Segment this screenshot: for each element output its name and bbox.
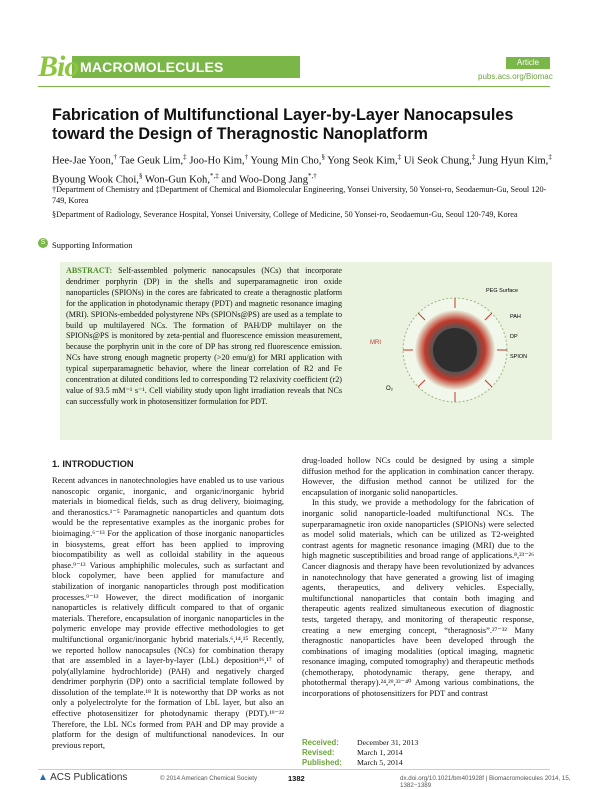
paragraph: In this study, we provide a methodology for the fabrication of inorganic solid nanoparticle-loaded multifunctional NCs. The superparamagnetic iron oxide nanoparticles (SPIONs) were selected as model solid materials, which can be utilized as T2-weighted contrast agents for magnetic resonance imaging (MRI) due to the high magnetic susceptibilities and broad range of applications.⁸,²³⁻²⁶ Cancer diagnosis and therapy have been revolutionized by advances in nanotechnology that have generated a growing list of imaging agents, therapeutics, and delivery vehicles. Especially, multifunctional nanoparticles that contain both imaging and therapeutic agents realized simultaneous execution of diagnostic tests, targeted therapy, and monitoring of therapeutic response, creating a new emerging concept, “theragnosis”.²⁷⁻³² Many theragnostic nanoparticles have been developed through the combinations of imaging modalities (optical imaging, magnetic resonance imaging, computed tomography) and therapeutic methods (chemotherapy, photodynamic therapy, gene therapy, and photothermal therapy).²⁴,²⁹,³³⁻⁴⁰ Among various combinations, the incorporations of photosensitizers for PDT and contrast	[302, 498, 534, 699]
author-affiliation-mark: §	[138, 171, 143, 180]
label-mri: MRI	[370, 340, 381, 346]
author-name: Byoung Wook Choi,	[52, 174, 139, 186]
date-received: Received: December 31, 2013	[302, 738, 419, 747]
author-name: Hee-Jae Yoon,	[52, 155, 114, 167]
copyright: © 2014 American Chemical Society	[160, 775, 258, 782]
label-spion: SPION	[510, 354, 528, 360]
author-name: Ui Seok Chung,	[403, 155, 472, 167]
abstract-label: ABSTRACT:	[66, 266, 113, 275]
journal-logo-bio: Bio	[38, 50, 79, 83]
author-affiliation-mark: †	[113, 153, 117, 161]
paragraph: Recent advances in nanotechnologies have enabled us to use various nanoscopic organic, inorganic, and organic/inorganic hybrid materials in biomedical fields, such as drug delivery, bioimaging, and theranostics.¹⁻⁵ Paramagnetic nanoparticles and quantum dots would be the representative examples as the inorganic probes for bioimaging.⁶⁻¹³ For the application of those inorganic nanoparticles in biosystems, great effort has been applied to improving biocompatibility as well as colloidal stability in the aqueous phase.⁹⁻¹³ Various amphiphilic molecules, such as surfactant and block copolymer, have been applied for manufacture and stabilization of inorganic nanoparticles through post modification processes.⁹⁻¹³ However, the direct modification of inorganic nanoparticles is relatively difficult compared to that of organic materials. Therefore, encapsulation of inorganic nanoparticles in the polymeric envelope may provide effective methodologies to get multifunctional organic/inorganic hybrid materials.⁶,¹⁴,¹⁵ Recently, we reported hollow nanocapsules (NCs) for combination therapy that are assembled in a layer-by-layer (LbL) deposition¹⁶,¹⁷ of poly(allylamine hydrochloride) (PAH) and negatively charged dendrimer porphyrin (DP) onto a sacrificial template followed by dissolution of the template.¹⁸ It is noteworthy that DP works as not only a polyelectrolyte for the formation of LbL layer, but also an effective photosensitizer for photodynamic therapy (PDT).¹⁹⁻²² Therefore, the LbL NCs formed from PAH and DP may provide a platform for the design of multifunctional nanodevices. In our previous report,	[52, 476, 284, 750]
author-name: Yong Seok Kim,	[327, 155, 398, 167]
author-affiliation-mark: *,†	[308, 171, 317, 180]
body-column-right	[302, 456, 534, 746]
page-number: 1382	[288, 774, 305, 783]
paper-title: Fabrication of Multifunctional Layer-by-Layer Nanocapsules toward the Design of Theragnostic Nanoplatform	[52, 106, 514, 143]
author-affiliation-mark: ‡	[471, 153, 476, 161]
author-affiliation-mark: ‡	[397, 153, 402, 161]
header-divider	[38, 86, 550, 87]
author-affiliation-mark: §	[321, 153, 325, 161]
body-column-left	[52, 476, 284, 751]
spion-core	[433, 328, 477, 372]
date-revised: Revised: March 1, 2014	[302, 748, 403, 757]
journal-url-link[interactable]: pubs.acs.org/Biomac	[478, 72, 553, 81]
journal-logo-name: MACROMOLECULES	[80, 59, 224, 75]
label-pah: PAH	[510, 314, 521, 320]
acs-icon: ▲	[38, 772, 48, 783]
affiliation-1: †Department of Chemistry and ‡Department of Chemical and Biomolecular Engineering, Yonsei University, 50 Yonsei-ro, Seodaemun-Gu, Seoul 120-749, Korea	[52, 185, 547, 206]
toc-graphic	[360, 278, 540, 418]
author-affiliation-mark: ‡	[548, 153, 552, 161]
author-name: Jung Hyun Kim,	[477, 155, 549, 167]
footer-divider	[38, 769, 550, 770]
author-name: Joo-Ho Kim,	[189, 155, 245, 167]
author-affiliation-mark: ‡	[183, 153, 187, 161]
author-name: and Woo-Dong Jang	[221, 174, 309, 186]
label-o2: O₂	[386, 386, 393, 392]
paragraph: drug-loaded hollow NCs could be designed by using a simple diffusion method for the application in combination cancer therapy. However, the diffusion method cannot be utilized for the encapsulation of inorganic solid nanoparticles.	[302, 456, 534, 497]
article-type-badge: Article	[506, 57, 550, 69]
author-name: Young Min Cho,	[250, 155, 322, 167]
author-affiliation-mark: †	[244, 153, 249, 161]
author-affiliation-mark: *,‡	[209, 171, 219, 180]
supporting-info-link[interactable]: Supporting Information	[52, 240, 133, 250]
acs-publications-logo	[38, 772, 127, 783]
author-name: Won-Gun Koh,	[144, 174, 210, 186]
section-heading-introduction: 1. INTRODUCTION	[52, 459, 134, 469]
author-name: Tae Geuk Lim,	[119, 155, 184, 167]
date-published: Published: March 5, 2014	[302, 758, 403, 767]
author-list	[52, 150, 552, 187]
label-peg: PEG Surface	[486, 288, 519, 294]
doi-citation[interactable]: dx.doi.org/10.1021/bm401928f | Biomacromolecules 2014, 15, 1382−1389	[400, 775, 571, 789]
label-dp: DP	[510, 334, 518, 340]
publisher-name: ACS Publications	[50, 772, 128, 783]
supporting-info-icon: S	[38, 238, 48, 248]
abstract-text	[66, 266, 342, 408]
affiliation-2: §Department of Radiology, Severance Hospital, Yonsei University, College of Medicine, 50 Yonsei-ro, Seodaemun-Gu, Seoul 120-749, Korea	[52, 210, 518, 219]
abstract-body: Self-assembled polymeric nanocapsules (NCs) that incorporate dendrimer porphyrin (DP) in the shells and superparamagnetic iron oxide nanoparticles (SPIONs) in the cores are fabricated to create a theragnostic platform for the application in photodynamic therapy (PDT) and magnetic resonance imaging (MRI). SPIONs-embedded polystyrene NPs (SPIONs@PS) are used as a template to build up multilayered NCs. The formation of PAH/DP multilayer on the SPIONs@PS is monitored by zeta-pential and fluorescence emission measurement, because the porphyrin unit in the core of DP has strong red fluorescence emission. NCs have strong enough magnetic property (>20 emu/g) for MRI application with typical superparamagnetic behavior, where the linear correlation of R2 and Fe concentration at diluted conditions led to corresponding T2 relaxivity coefficient (r2) value of 93.5 mM⁻¹ s⁻¹. Cell viability study upon light irradiation reveals that NCs can successfully work in photosensitizer formulation for PDT.	[66, 266, 342, 406]
publication-dates	[302, 738, 534, 768]
